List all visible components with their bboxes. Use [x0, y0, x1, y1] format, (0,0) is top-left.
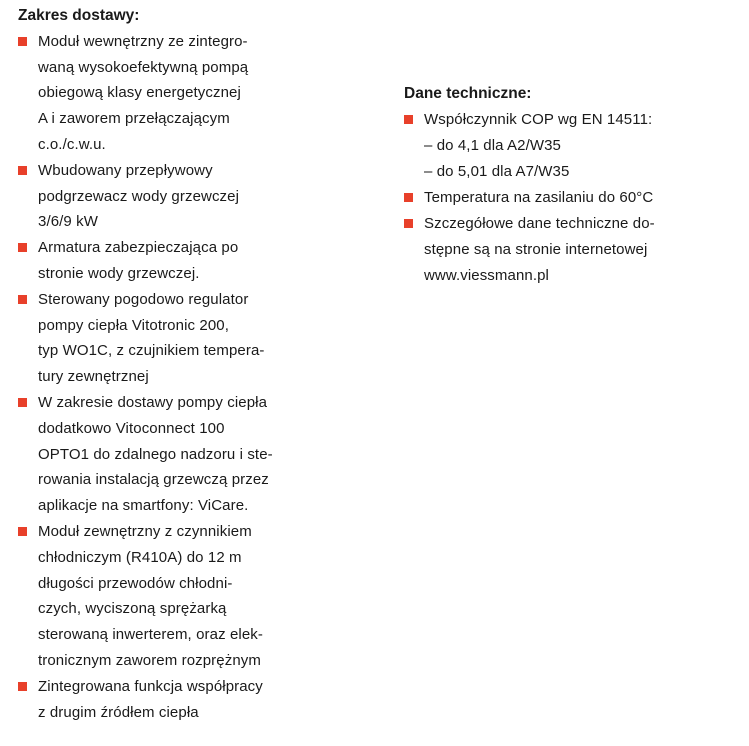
list-item-text-line: Szczegółowe dane techniczne do- [424, 215, 655, 232]
list-item-text-line: OPTO1 do zdalnego nadzoru i ste- [38, 445, 273, 463]
list-item-text-line: A i zaworem przełączającym [38, 110, 230, 128]
list-item [18, 158, 308, 235]
list-item [404, 107, 724, 185]
list-item [18, 674, 308, 726]
list-item-text-line: waną wysokoefektywną pompą [38, 58, 249, 76]
list-item [18, 287, 308, 390]
square-bullet-icon [18, 37, 27, 46]
list-item [18, 29, 308, 158]
square-bullet-icon [404, 115, 413, 124]
square-bullet-icon [18, 682, 27, 691]
list-item-text-line: Sterowany pogodowo regulator [38, 290, 249, 308]
square-bullet-icon [404, 193, 413, 202]
square-bullet-icon [18, 243, 27, 252]
list-item [404, 185, 724, 211]
list-item-text-line: Wbudowany przepływowy [38, 161, 213, 179]
list-item-text-line: Armatura zabezpieczająca po [38, 239, 239, 257]
list-item-text-line: pompy ciepła Vitotronic 200, [38, 316, 229, 334]
square-bullet-icon [18, 166, 27, 175]
square-bullet-icon [18, 295, 27, 304]
list-item-text-line: długości przewodów chłodni- [38, 574, 233, 592]
list-item-text-line: typ WO1C, z czujnikiem tempera- [38, 342, 265, 360]
list-item-text-line: sterowaną inwerterem, oraz elek- [38, 626, 263, 644]
list-item-text-line: Współczynnik COP wg EN 14511: [424, 111, 653, 128]
list-item-text-line: tronicznym zaworem rozprężnym [38, 651, 261, 669]
list-item-text-line: chłodniczym (R410A) do 12 m [38, 548, 242, 566]
square-bullet-icon [404, 219, 413, 228]
list-item-text-line: dodatkowo Vitoconnect 100 [38, 419, 225, 437]
list-item-text-line: W zakresie dostawy pompy ciepła [38, 393, 268, 411]
section-heading: Dane techniczne: [404, 85, 532, 102]
list-item [18, 390, 308, 519]
list-item-text-line: z drugim źródłem ciepła [38, 703, 199, 721]
list-item [18, 235, 308, 287]
square-bullet-icon [18, 398, 27, 407]
list-item-text-line: Temperatura na zasilaniu do 60°C [424, 189, 654, 206]
list-item-text-line: – do 4,1 dla A2/W35 [424, 137, 561, 154]
list-item-text-line: czych, wyciszoną sprężarką [38, 600, 227, 618]
list-item-text-line: stronie wody grzewczej. [38, 264, 200, 282]
list-item-text-line: stępne są na stronie internetowej [424, 241, 648, 258]
technical-data-section [404, 81, 724, 289]
bullet-list [404, 107, 724, 289]
list-item-text-line: aplikacje na smartfony: ViCare. [38, 497, 249, 515]
list-item-text-line: 3/6/9 kW [38, 213, 98, 231]
list-item-text-line: Moduł wewnętrzny ze zintegro- [38, 32, 248, 50]
bullet-list [18, 29, 308, 726]
list-item-text-line: rowania instalacją grzewczą przez [38, 471, 269, 489]
section-heading: Zakres dostawy: [18, 7, 140, 24]
square-bullet-icon [18, 527, 27, 536]
list-item-text-line: www.viessmann.pl [424, 267, 549, 284]
list-item-text-line: – do 5,01 dla A7/W35 [424, 163, 570, 180]
list-item [404, 211, 724, 289]
list-item-text-line: tury zewnętrznej [38, 368, 149, 386]
list-item-text-line: Moduł zewnętrzny z czynnikiem [38, 522, 252, 540]
list-item-text-line: obiegową klasy energetycznej [38, 84, 241, 102]
scope-of-delivery-section [18, 3, 308, 725]
list-item-text-line: Zintegrowana funkcja współpracy [38, 677, 263, 695]
list-item-text-line: podgrzewacz wody grzewczej [38, 187, 240, 205]
list-item [18, 519, 308, 674]
list-item-text-line: c.o./c.w.u. [38, 135, 106, 153]
